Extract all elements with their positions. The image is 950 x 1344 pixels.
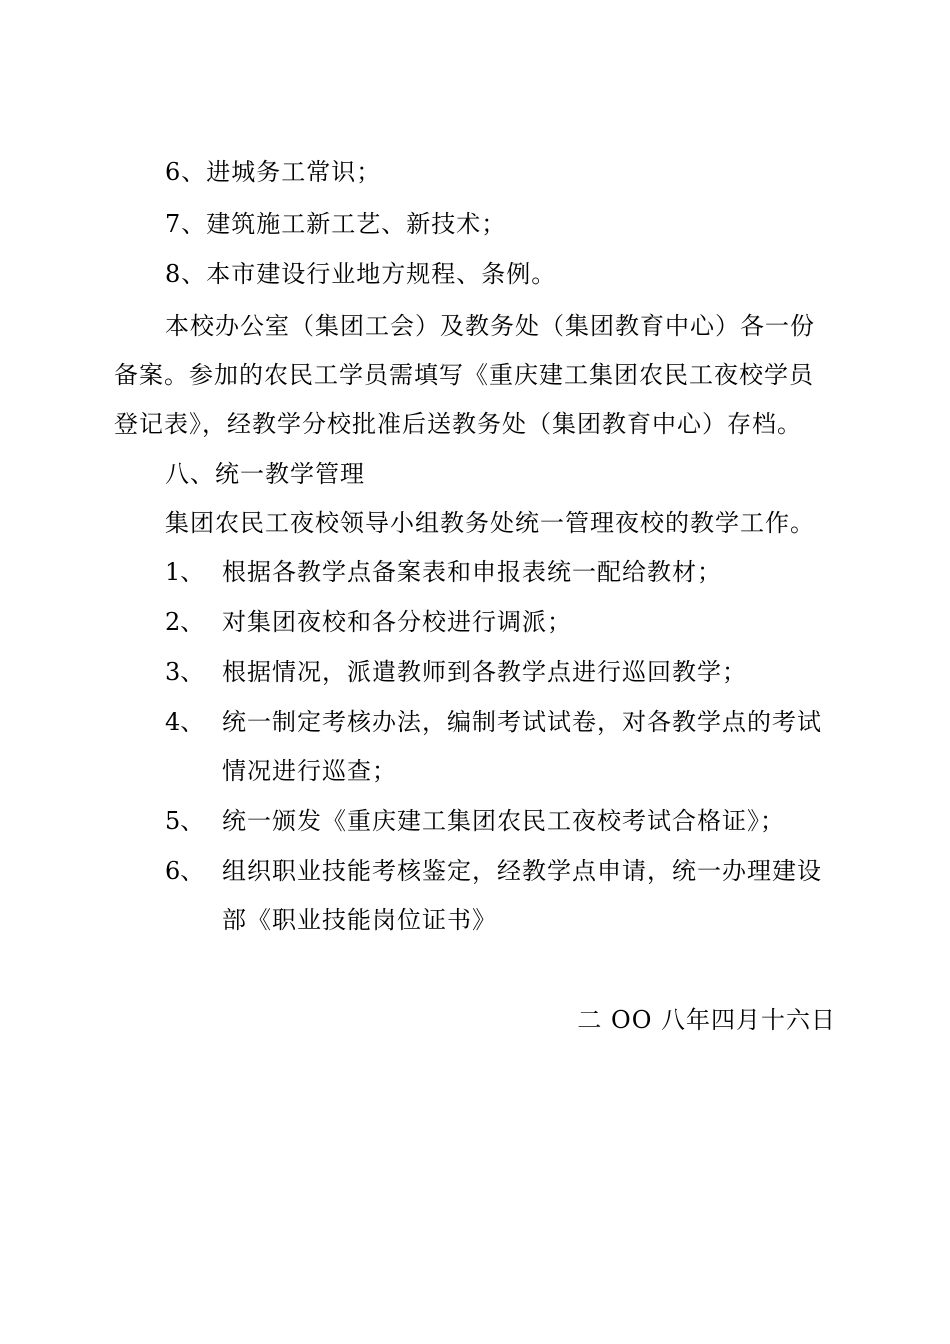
numbered-item-5-number: 5、 bbox=[165, 807, 205, 835]
list-item-8-regulations: 8、本市建设行业地方规程、条例。 bbox=[165, 260, 557, 288]
paragraph-line-2: 备案。参加的农民工学员需填写《重庆建工集团农民工夜校学员 bbox=[114, 361, 814, 389]
numbered-item-3-number: 3、 bbox=[165, 658, 205, 686]
paragraph-line-1: 本校办公室（集团工会）及教务处（集团教育中心）各一份 bbox=[165, 312, 815, 340]
numbered-item-6-continuation: 部《职业技能岗位证书》 bbox=[222, 906, 497, 934]
numbered-item-4-number: 4、 bbox=[165, 708, 205, 736]
section-heading: 八、统一教学管理 bbox=[165, 460, 365, 488]
numbered-item-2-text: 对集团夜校和各分校进行调派； bbox=[222, 608, 572, 636]
numbered-item-6-text: 组织职业技能考核鉴定，经教学点申请，统一办理建设 bbox=[222, 857, 822, 885]
numbered-item-1-number: 1、 bbox=[165, 558, 205, 586]
numbered-item-5-text: 统一颁发《重庆建工集团农民工夜校考试合格证》； bbox=[222, 807, 785, 835]
numbered-item-4-continuation: 情况进行巡查； bbox=[222, 757, 397, 785]
numbered-item-2-number: 2、 bbox=[165, 608, 205, 636]
numbered-item-1-text: 根据各教学点备案表和申报表统一配给教材； bbox=[222, 558, 722, 586]
document-date: 二 OO 八年四月十六日 bbox=[577, 1006, 836, 1034]
numbered-item-4-text: 统一制定考核办法，编制考试试卷，对各教学点的考试 bbox=[222, 708, 822, 736]
numbered-item-6-number: 6、 bbox=[165, 857, 205, 885]
list-item-7-construction-tech: 7、建筑施工新工艺、新技术； bbox=[165, 210, 507, 238]
section-intro: 集团农民工夜校领导小组教务处统一管理夜校的教学工作。 bbox=[165, 509, 815, 537]
numbered-item-3-text: 根据情况，派遣教师到各教学点进行巡回教学； bbox=[222, 658, 747, 686]
list-item-6-urban-work: 6、进城务工常识； bbox=[165, 158, 382, 186]
paragraph-line-3: 登记表》，经教学分校批准后送教务处（集团教育中心）存档。 bbox=[114, 410, 802, 438]
